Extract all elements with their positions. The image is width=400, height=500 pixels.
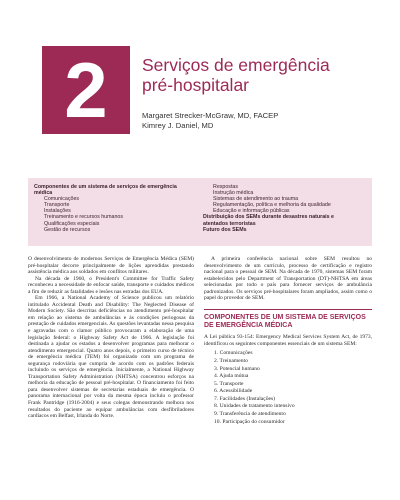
component-item: 9. Transferência de atendimento: [214, 411, 286, 418]
components-list: [204, 350, 372, 426]
contents-item: Educação e informação públicas: [213, 208, 290, 215]
chapter-number-box: [42, 46, 130, 134]
author-2: Kimrey J. Daniel, MD: [142, 121, 214, 130]
contents-item: Instrução médica: [213, 190, 254, 197]
paragraph: O desenvolvimento de modernos Serviços de Emergência Médica (SEM) pré-hospitalar decorre principalmente de lições aprendidas prestando assistência médica aos soldados em conflitos militares.: [28, 256, 194, 276]
chapter-title-line2: pré-hospitalar: [142, 75, 249, 95]
chapter-title: [142, 55, 372, 95]
contents-item: atentados terroristas: [203, 220, 256, 227]
component-item: 7. Facilidades (Instalações): [214, 395, 276, 402]
contents-item: médica: [34, 190, 53, 197]
chapter-number: 2: [64, 46, 108, 134]
component-item: 2. Treinamento: [214, 357, 248, 364]
contents-item: Distribuição dos SEMs durante desastres naturais e: [203, 214, 334, 221]
contents-item: Respostas: [213, 184, 239, 190]
paragraph: A primeira conferência nacional sobre SEM resultou no desenvolvimento de um currículo, processo de certificação e registro nacional para o pessoal de SEM. Na década de 1970, sistemas SEM foram estabelecidos pelo Department of Transportation (DT)-NHTSA em áreas selecionadas por todo o país para fornecer serviços de ambulância padronizados. Os serviços pré-hospitalares foram ampliados, assim como o papel do provedor de SEM.: [204, 256, 372, 302]
body-right-column: [204, 256, 372, 426]
chapter-contents-box: [28, 178, 372, 246]
section-intro: A Lei pública 93-154: Emergency Medical Services System Act, de 1973, identificou os seguintes componentes essenciais de um sistema SEM:: [204, 334, 372, 347]
authors: [142, 111, 372, 131]
component-item: 10. Participação do consumidor: [214, 418, 285, 425]
paragraph: Na década de 1960, o President's Committee for Traffic Safety reconheceu a necessidade de enfocar saúde, transporte e cuidados médicos a fim de reduzir as fatalidades e lesões nas estradas dos EUA.: [28, 275, 194, 295]
contents-item: Qualificações especiais: [44, 220, 100, 227]
contents-item: Treinamento e recursos humanos: [44, 214, 124, 221]
contents-item: Instalações: [44, 208, 71, 215]
component-item: 6. Acessibilidade: [214, 388, 253, 395]
component-item: 4. Ajuda mútua: [214, 373, 249, 380]
component-item: 8. Unidades de tratamento intensivo: [214, 403, 295, 410]
author-1: Margaret Strecker-McGraw, MD, FACEP: [142, 111, 279, 120]
contents-item: Transporte: [44, 202, 70, 209]
contents-item: Comunicações: [44, 196, 80, 203]
contents-left-column: [34, 184, 194, 233]
contents-item: Gestão de recursos: [44, 226, 91, 233]
chapter-title-line1: Serviços de emergência: [142, 55, 330, 75]
component-item: 1. Comunicações: [214, 350, 253, 357]
contents-right-column: [203, 184, 368, 233]
paragraph: Em 1966, a National Academy of Science publicou um relatório intitulado Accidental Death and Disability: The Neglected Disease of Modern Society. São descritas deficiências no atendimento pré-hospitalar em relação ao sistema de ambulâncias e às condições periogosas da prestação de cuidados emergenciais. As questões levantadas nessa pesquisa e agravadas com o clamor público provocaram a elaboração de uma legislação federal: o Highway Safety Act de 1966. A legislação foi destinada a ajudar os estados a desenvolver programas para melhorar o atendimento emergencial. Quatro anos depois, o primeiro curso de técnico de emergência médica (TEM) foi organizado com um programa de segurança rodoviária que cumpria de acordo com os padrões federais incluindo os serviços de emergência. Inicialmente, a National Highway Transportation Safety Administration (NHTSA) concentrou esforços na melhoria da educação de pessoal pré-hospitalar. O financiamento foi feito para desenvolver sistemas de secretarias estaduais de emergência. O panorama internacional por volta da mesma época incluiu o professor Frank Pantridge (1916-2004) e seus colegas demonstrando melhora nos resultados do paciente ao equipar ambulâncias com desfibriladores cardíacos em Belfast, Irlanda do Norte.: [28, 295, 194, 420]
section-heading: COMPONENTES DE UM SISTEMA DE SERVIÇOS DE EMERGÊNCIA MÉDICA: [204, 309, 372, 330]
contents-item: Componentes de um sistema de serviços de emergência: [34, 184, 177, 190]
body-left-column: [28, 256, 194, 420]
contents-item: Regulamentação, política e melhoria da qualidade: [213, 202, 331, 209]
component-item: 3. Potencial humano: [214, 365, 260, 372]
contents-item: Futuro dos SEMs: [203, 226, 247, 233]
component-item: 5. Transporte: [214, 380, 244, 387]
contents-item: Sistemas de atendimento ao trauma: [213, 196, 299, 203]
